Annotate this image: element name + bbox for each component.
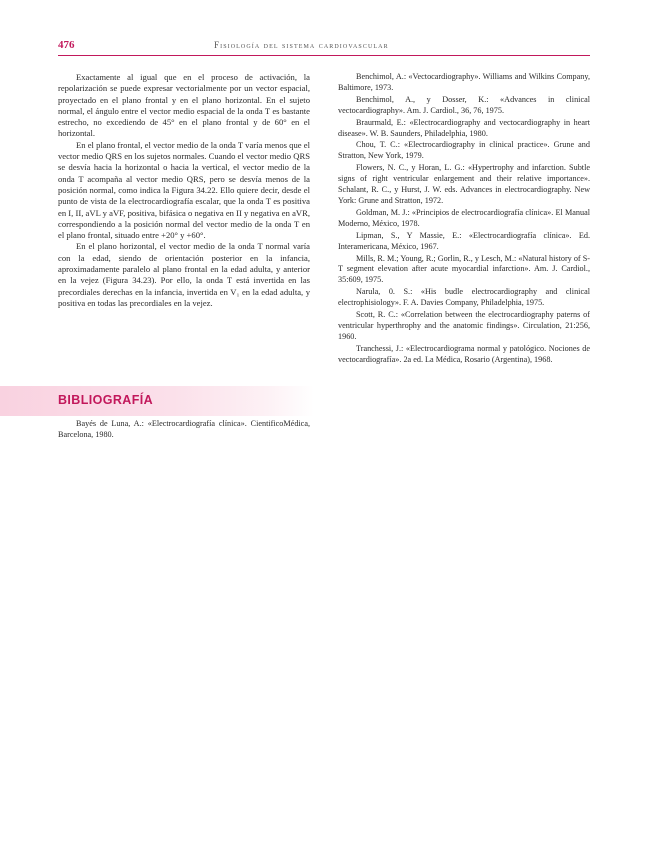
bibliography-entry: Goldman, M. J.: «Principios de electrocardiografía clínica». El Manual Moderno, México, 1978.: [338, 207, 590, 228]
bibliography-entry: Lipman, S., Y Massie, E.: «Electrocardiografía clínica». Ed. Interamericana, México, 1967.: [338, 230, 590, 251]
body-paragraph: Exactamente al igual que en el proceso de activación, la repolarización se puede expresar vectorialmente por un vector espacial, proyectado en el plano frontal y en el plano horizontal. En el sujeto normal, el ángulo entre el vector medio espacial de la onda T es bastante estrecho, no excediendo de 45° en el plano frontal y de 60° en el horizontal.: [58, 72, 310, 139]
body-paragraph: En el plano frontal, el vector medio de la onda T varía menos que el vector medio QRS en los sujetos normales. Cuando el vector medio QRS se desvía hacia la horizontal o hacia la vertical, el vector medio de la onda T acompaña al vector medio QRS, pero se desvía menos de la posición normal, como indica la Figura 34.22. Ello quiere decir, desde el punto de vista de la electrocardiografía escalar, que la onda T es positiva en I, II, aVL y aVF, positiva, bifásica o negativa en II y negativa en aVR, correspondiendo a la posición normal del vector medio de la onda T en el plano frontal, situado entre +20° y +60°.: [58, 139, 310, 241]
bibliography-entry: Benchimol, A.: «Vectocardiography». Williams and Wilkins Company, Baltimore, 1973.: [338, 72, 590, 92]
body-paragraph: En el plano horizontal, el vector medio de la onda T normal varía con la edad, siendo de orientación posterior en la infancia, aproximadamente paralelo al plano frontal en la edad adulta, y anterior en la vejez (Figura 34.23). Por ello, la onda T está invertida en las precordiales derechas en la infancia, invertida en V₁ en la edad adulta, y positiva en todas las precordiales en la vejez.: [58, 241, 310, 308]
bibliography-entry: Braurmald, E.: «Electrocardiography and vectocardiography in heart disease». W. B. Saunders, Philadelphia, 1980.: [338, 117, 590, 138]
section-heading: BIBLIOGRAFÍA: [58, 393, 154, 407]
section-heading-band: [0, 386, 314, 416]
body-text-column: [58, 72, 310, 309]
bibliography-entry: Benchimol, A., y Dosser, K.: «Advances in clinical vectocardiography». Am. J. Cardiol., 36, 76, 1975.: [338, 94, 590, 115]
bibliography-entry: Scott, R. C.: «Correlation between the electrocardiography paterns of ventricular hyperthrophy and the anatomic findings». Circulation, 21:256, 1960.: [338, 310, 590, 341]
bibliography-entry: Tranchessi, J.: «Electrocardiograma normal y patológico. Nociones de vectocardiografía». 2a ed. La Médica, Rosario (Argentina), 1968.: [338, 343, 590, 364]
bibliography-left-column: [58, 419, 310, 442]
bibliography-entry: Bayés de Luna, A.: «Electrocardiografía clínica». CientificoMédica, Barcelona, 1980.: [58, 419, 310, 439]
bibliography-entry: Mills, R. M.; Young, R.; Gorlin, R., y Lesch, M.: «Natural history of S-T segment elevation after acute myocardial infarction». Am. J. Cardiol., 35:609, 1975.: [338, 253, 590, 285]
header-rule: [58, 55, 590, 56]
page-number: 476: [58, 39, 75, 51]
bibliography-entry: Flowers, N. C., y Horan, L. G.: «Hypertrophy and infarction. Subtle signs of right ventricular enlargement and their relative importance». Schalant, R. C., y Hurst, J. W. eds. Advances in electrocardiography. New York: Grune and Stratton, 1972.: [338, 163, 590, 205]
bibliography-right-column: [338, 72, 590, 367]
bibliography-entry: Chou, T. C.: «Electrocardiography in clinical practice». Grune and Stratton, New York, 1979.: [338, 140, 590, 161]
bibliography-entry: Narula, 0. S.: «His budle electrocardiography and clinical electrophisiology». F. A. Davies Company, Philadelphia, 1975.: [338, 287, 590, 308]
running-title: Fisiología del sistema cardiovascular: [214, 40, 389, 50]
